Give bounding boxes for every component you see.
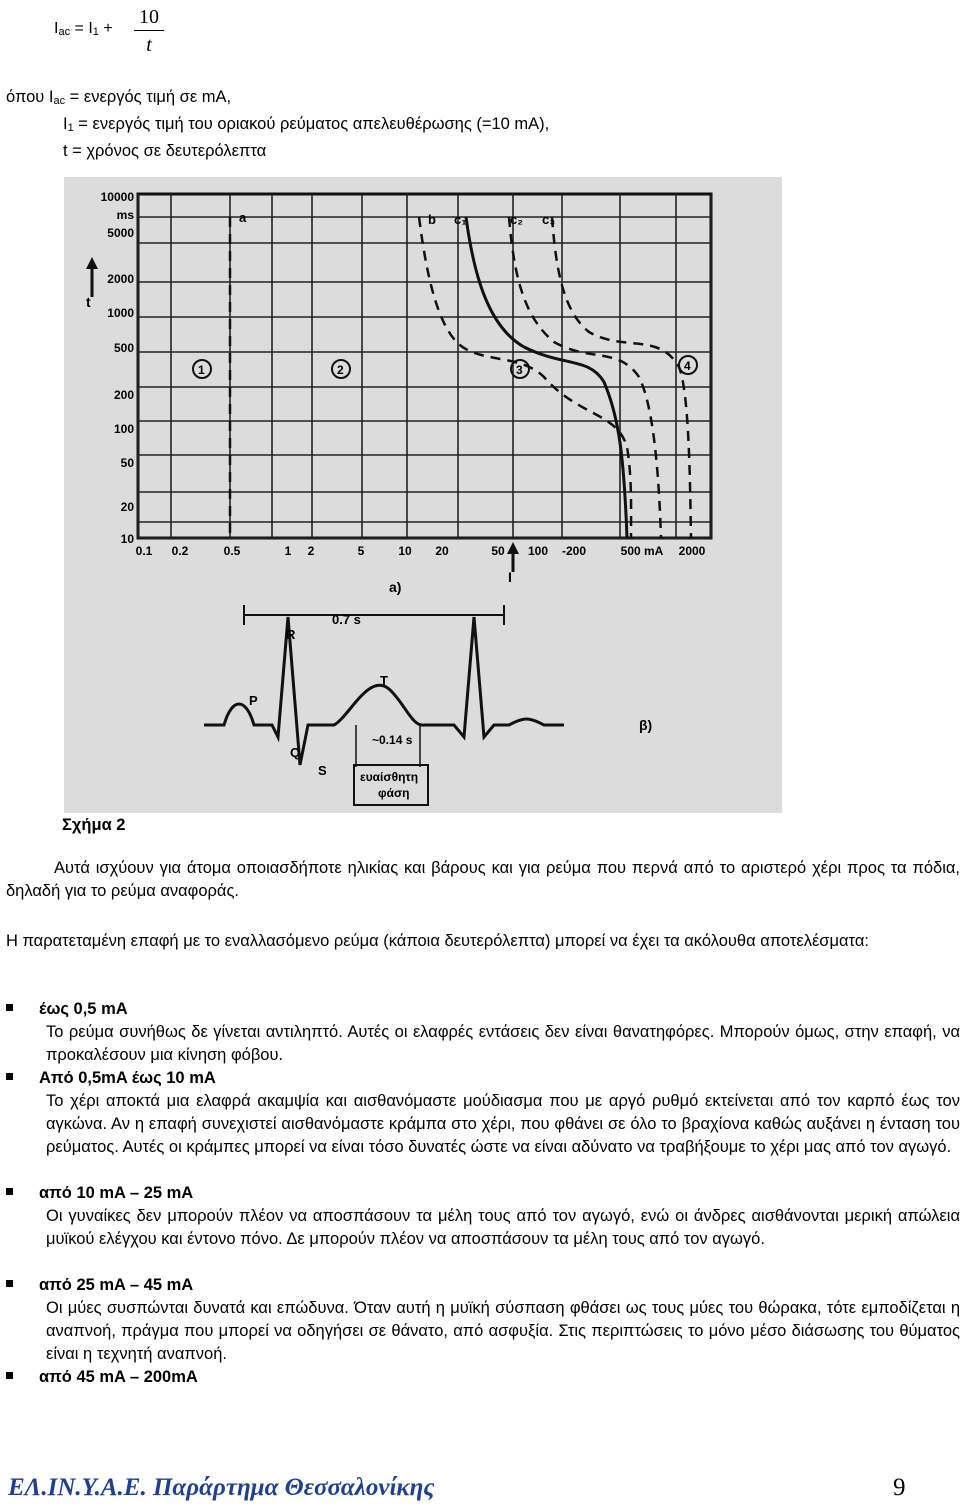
bullet-square (6, 1372, 13, 1379)
item-heading-text: Από 0,5mA έως 10 mA (39, 1069, 216, 1087)
y-tick-label: 1000 (107, 306, 134, 320)
y-tick-label: 10000 (100, 190, 134, 204)
figure-caption: Σχήμα 2 (62, 816, 126, 834)
zone-1-label: 1 (198, 363, 205, 377)
def2-rest: = ενεργός τιμή του οριακού ρεύματος απελευθέρωσης (=10 mA), (73, 115, 550, 133)
y-tick-label: 200 (113, 388, 134, 402)
duration-label: ~0.14 s (372, 733, 413, 747)
curve-c3 (552, 217, 691, 538)
x-tick-label: 2000 (678, 544, 706, 558)
formula-sub-ac: ac (58, 26, 71, 38)
x-tick-label: -200 (561, 544, 587, 558)
y-axis-label: t (86, 294, 91, 310)
y-tick-label: 2000 (107, 272, 134, 286)
y-tick-label: 20 (120, 500, 134, 514)
figure-scan (64, 177, 782, 813)
item-text-1: Το χέρι αποκτά μια ελαφρά ακαμψία και αισθανόμαστε μούδιασμα που με αργό ρυθμό εκτείνεται από τον καρπό έως τον αγκώνα. Αν η επαφή συνεχιστεί αισθανόμαστε κράμπα στο χέρι, που φθάνει σε όλο το βραχίονα καθώς αυξάνει η ένταση του ρεύματος. Αυτές οι κράμπες μπορεί να είναι τόσο δυνατές ώστε να είναι αδύνατο να τραβήξουμε το χέρι μας από τον αγωγό. (46, 1092, 960, 1156)
formula-lhs (54, 20, 113, 38)
interval-label: 0.7 s (332, 612, 361, 627)
x-tick-label: 2 (307, 544, 315, 558)
y-tick-label: 100 (113, 422, 134, 436)
item-text-2: Οι γυναίκες δεν μπορούν πλέον να αποσπάσουν τα μέλη τους από τον αγωγό, ενώ οι άνδρες αισθάνονται μερική απώλεια μυϊκού ελέγχου και έντονο πόνο. Δε μπορούν πλέον να αποσπάσουν τα μέλη τους από τον αγωγό. (46, 1207, 960, 1248)
item-heading-text: από 45 mA – 200mA (39, 1368, 198, 1386)
bullet-square (6, 1188, 13, 1195)
paragraph-prolonged-contact: Η παρατεταμένη επαφή με το εναλλασόμενο ρεύμα (κάποια δευτερόλεπτα) μπορεί να έχει τα ακόλουθα αποτελέσματα: (6, 932, 869, 950)
definition-iac (6, 86, 906, 113)
bullet-square (6, 1073, 13, 1080)
x-tick-label: 0.5 (223, 544, 241, 558)
footer-organization: ΕΛ.ΙΝ.Υ.Α.Ε. Παράρτημα Θεσσαλονίκης (8, 1474, 435, 1501)
def2-prefix: I (63, 115, 68, 133)
x-tick-label: 20 (435, 544, 449, 558)
curve-c1 (466, 217, 627, 538)
formula-denominator: t (146, 34, 152, 56)
x-tick-label: 10 (398, 544, 412, 558)
chart-a-x-labels (136, 544, 706, 558)
curve-c2 (509, 217, 661, 538)
item-heading-text: έως 0,5 mA (39, 1000, 128, 1018)
y-tick-label: ms (116, 208, 134, 222)
x-tick-label: 0.2 (171, 544, 189, 558)
panel-b-label: β) (639, 717, 653, 733)
curve-label-c2: c₂ (510, 212, 524, 227)
zone-3-label: 3 (516, 363, 523, 377)
formula-numerator: 10 (134, 6, 164, 31)
def1-sub: ac (53, 95, 66, 107)
zone-2 (332, 360, 350, 378)
bullet-square (6, 1004, 13, 1011)
x-tick-label: 100 (527, 544, 549, 558)
item-heading-text: από 10 mA – 25 mA (39, 1184, 194, 1202)
item-text-3: Οι μύες συσπώνται δυνατά και επώδυνα. Όταν αυτή η μυϊκή σύσπαση φθάσει ως τους μύες του θώρακα, τότε εμποδίζεται η αναπνοή, πράγμα που μπορεί να οδηγήσει σε θάνατο, από ασφυξία. Στις περιπτώσεις το μόνο μέσο διάσωσης του θύματος είναι η τεχνητή αναπνοή. (46, 1299, 960, 1363)
def1-rest: = ενεργός τιμή σε mA, (65, 88, 232, 106)
x-tick-label: 0.1 (135, 544, 153, 558)
x-axis-arrowhead (507, 542, 519, 554)
x-tick-label: 500 mA (620, 544, 664, 558)
item-heading-2 (6, 1182, 193, 1205)
curve-label-c1: c₁ (454, 212, 467, 227)
formula-i: I (54, 20, 59, 37)
zone-4 (679, 356, 697, 374)
formula-sub-1: 1 (92, 26, 99, 38)
def1-prefix: όπου I (6, 88, 54, 106)
item-heading-3 (6, 1274, 193, 1297)
def2-sub: 1 (67, 122, 74, 134)
zone-4-label: 4 (684, 359, 691, 373)
box-line-2: φάση (378, 786, 410, 800)
chart-a-y-labels (101, 190, 135, 546)
box-line-1: ευαίσθητη (360, 770, 419, 784)
wave-label-p: P (249, 693, 258, 708)
zone-1 (193, 360, 211, 378)
x-tick-label: 1 (284, 544, 292, 558)
y-tick-label: 10 (120, 532, 134, 546)
formula-fraction (134, 6, 164, 56)
bullet-square (6, 1280, 13, 1287)
definition-t: t = χρόνος σε δευτερόλεπτα (63, 142, 267, 160)
x-tick-label: 5 (357, 544, 365, 558)
curve-label-b: b (428, 212, 436, 227)
wave-label-s: S (318, 763, 327, 778)
item-text-0: Το ρεύμα συνήθως δε γίνεται αντιληπτό. Αυτές οι ελαφρές εντάσεις δεν είναι θανατηφόρες. Μπορούν όμως, στην επαφή, να προκαλέσουν μια κίνηση φόβου. (46, 1023, 960, 1064)
panel-a-label: a) (389, 579, 402, 595)
figure-svg (64, 177, 782, 813)
paragraph-reference-current: Αυτά ισχύουν για άτομα οποιασδήποτε ηλικίας και βάρους και για ρεύμα που περνά από το αριστερό χέρι προς τα πόδια, δηλαδή για το ρεύμα αναφοράς. (6, 859, 960, 900)
page-number: 9 (893, 1474, 906, 1501)
y-tick-label: 5000 (107, 226, 134, 240)
wave-label-t: T (380, 673, 388, 688)
y-tick-label: 50 (120, 456, 134, 470)
x-axis-label: I (508, 569, 512, 585)
y-axis-arrowhead (86, 257, 98, 269)
item-heading-4 (6, 1366, 198, 1389)
curve-label-c3: c₃ (542, 212, 556, 227)
formula-eq: = I (70, 20, 93, 37)
item-heading-0 (6, 998, 128, 1021)
item-heading-1 (6, 1067, 216, 1090)
zone-2-label: 2 (337, 363, 344, 377)
item-heading-text: από 25 mA – 45 mA (39, 1276, 194, 1294)
curve-label-a: a (239, 210, 247, 225)
y-tick-label: 500 (113, 341, 134, 355)
x-tick-label: 50 (491, 544, 505, 558)
wave-label-r: R (286, 627, 296, 642)
wave-label-q: Q (290, 745, 301, 760)
definition-i1 (6, 113, 906, 140)
definitions (6, 86, 906, 163)
formula-plus: + (98, 20, 113, 37)
